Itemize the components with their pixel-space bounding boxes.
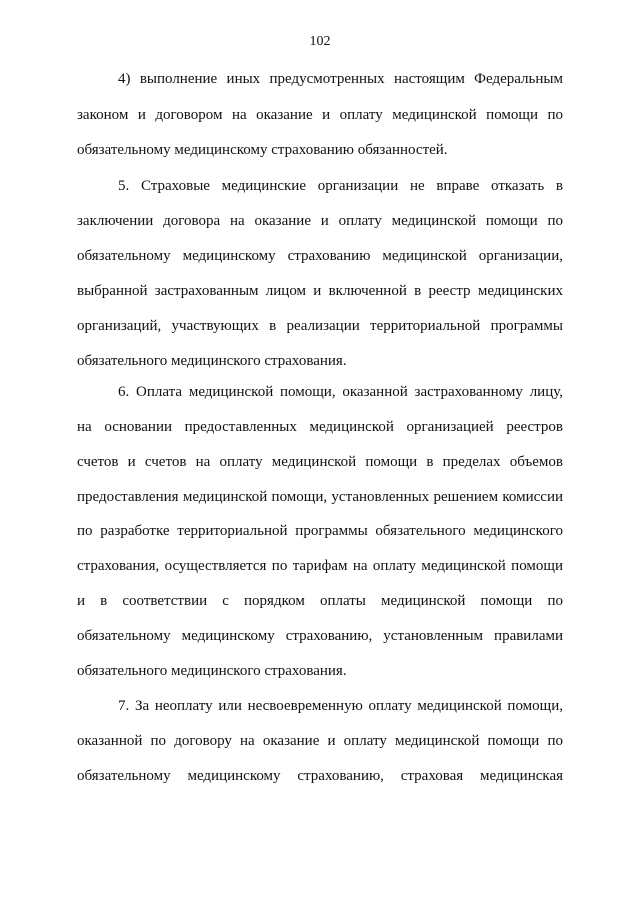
paragraph-4-line-3: обязательному медицинскому страхованию обязанностей.: [77, 142, 448, 158]
paragraph-6-line-8: обязательному медицинскому страхованию, установленным правилами: [77, 628, 563, 644]
paragraph-6-line-1: 6. Оплата медицинской помощи, оказанной застрахованному лицу,: [118, 384, 563, 400]
paragraph-4-line-1: 4) выполнение иных предусмотренных настоящим Федеральным: [118, 71, 563, 87]
paragraph-6-line-4: предоставления медицинской помощи, установленных решением комиссии: [77, 489, 563, 505]
paragraph-6-line-6: страхования, осуществляется по тарифам на оплату медицинской помощи: [77, 558, 563, 574]
paragraph-6-line-3: счетов и счетов на оплату медицинской помощи в пределах объемов: [77, 454, 563, 470]
paragraph-5-line-3: обязательному медицинскому страхованию медицинской организации,: [77, 248, 563, 264]
paragraph-6-line-7: и в соответствии с порядком оплаты медицинской помощи по: [77, 593, 563, 609]
paragraph-5-line-1: 5. Страховые медицинские организации не вправе отказать в: [118, 178, 563, 194]
page-number: 102: [309, 34, 331, 49]
paragraph-5-line-5: организаций, участвующих в реализации территориальной программы: [77, 318, 563, 334]
paragraph-7-line-1: 7. За неоплату или несвоевременную оплату медицинской помощи,: [118, 698, 563, 714]
paragraph-5-line-4: выбранной застрахованным лицом и включенной в реестр медицинских: [77, 283, 563, 299]
paragraph-7-line-3: обязательному медицинскому страхованию, страховая медицинская: [77, 768, 563, 784]
paragraph-6-line-5: по разработке территориальной программы обязательного медицинского: [77, 523, 563, 539]
paragraph-6-line-9: обязательного медицинского страхования.: [77, 663, 347, 679]
paragraph-5-line-2: заключении договора на оказание и оплату медицинской помощи по: [77, 213, 563, 229]
paragraph-6-line-2: на основании предоставленных медицинской организацией реестров: [77, 419, 563, 435]
paragraph-5-line-6: обязательного медицинского страхования.: [77, 353, 347, 369]
paragraph-7-line-2: оказанной по договору на оказание и оплату медицинской помощи по: [77, 733, 563, 749]
paragraph-4-line-2: законом и договором на оказание и оплату медицинской помощи по: [77, 107, 563, 123]
